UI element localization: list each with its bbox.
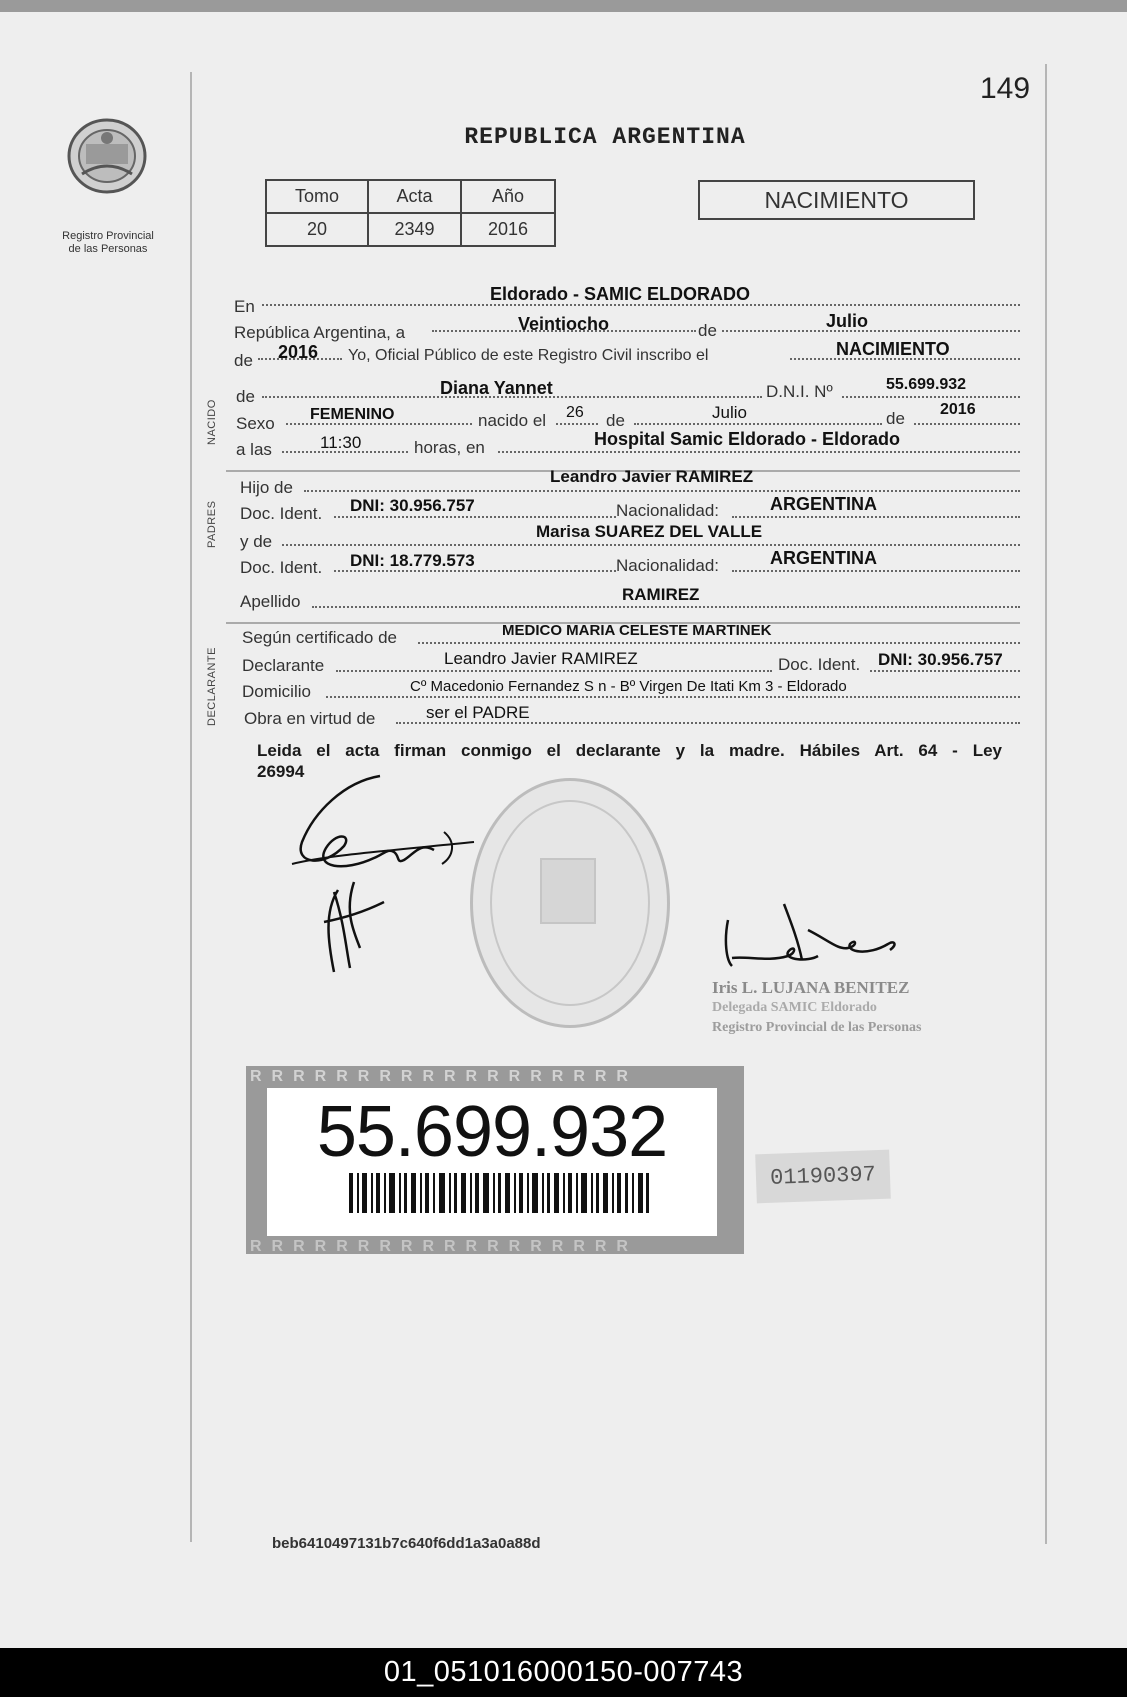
official-stamp-role: Delegada SAMIC Eldorado [712, 1000, 877, 1015]
father-dotted-line [304, 490, 1020, 492]
document-hash: beb6410497131b7c640f6dd1a3a0a88d [272, 1535, 541, 1552]
acta-header: Acta [368, 180, 461, 213]
republica-label: República Argentina, a [234, 323, 406, 342]
birth-month-value: Julio [712, 403, 747, 422]
official-signature [718, 900, 908, 980]
scan-top-edge [0, 0, 1127, 12]
hijo-label: Hijo de [240, 478, 293, 497]
father-nationality-value: ARGENTINA [770, 494, 877, 514]
left-margin-rule [190, 72, 192, 1542]
doc2-label: Doc. Ident. [240, 558, 323, 577]
logo-caption [46, 230, 170, 256]
logo-caption-line2: de las Personas [68, 243, 148, 255]
name-value: Diana Yannet [440, 378, 553, 398]
province-crest-logo [62, 118, 152, 194]
closing-note-line2: 26994 [257, 762, 305, 781]
frame-pattern-bottom: RRRRRRRRRRRRRRRRRR [250, 1238, 638, 1254]
domicilio-dotted-line [326, 696, 1020, 698]
record-type-box: NACIMIENTO [698, 180, 975, 220]
birth-year-dotted-line [914, 423, 1020, 425]
reference-table-value-row [266, 213, 555, 246]
header-title: REPUBLICA ARGENTINA [464, 124, 746, 150]
birth-time-value: 11:30 [320, 433, 362, 452]
seal-emblem [540, 858, 596, 924]
birth-year-value: 2016 [940, 401, 976, 418]
mother-dotted-line [282, 544, 1020, 546]
day-words-value: Veintiocho [518, 314, 610, 334]
official-stamp-registry: Registro Provincial de las Personas [712, 1020, 922, 1035]
father-name-value: Leandro Javier RAMIREZ [550, 467, 754, 486]
right-margin-rule [1045, 64, 1047, 1544]
page-number: 149 [980, 72, 1031, 105]
father-nationality-dotted-line [732, 516, 1020, 518]
obra-label: Obra en virtud de [244, 709, 376, 728]
barcode-bars [349, 1173, 649, 1213]
declarante-value: Leandro Javier RAMIREZ [444, 649, 638, 668]
decl-doc-value: DNI: 30.956.757 [878, 650, 1003, 669]
alas-label: a las [236, 440, 272, 459]
en-label: En [234, 297, 255, 316]
reference-table-header-row [266, 180, 555, 213]
control-ticket: 01190397 [755, 1150, 891, 1204]
obra-value: ser el PADRE [426, 703, 530, 722]
anio-value: 2016 [461, 213, 555, 246]
birth-day-value: 26 [566, 404, 584, 421]
domicilio-label: Domicilio [242, 682, 311, 701]
declarante-label: Declarante [242, 656, 325, 675]
birth-place-value: Hospital Samic Eldorado - Eldorado [594, 429, 901, 449]
tomo-header: Tomo [266, 180, 368, 213]
certificado-label: Según certificado de [242, 628, 397, 647]
declarante-dotted-line [336, 670, 772, 672]
dni-dotted-line [842, 396, 1020, 398]
anio-header: Año [461, 180, 555, 213]
domicilio-value: Cº Macedonio Fernandez S n - Bº Virgen De Itati Km 3 - Eldorado [410, 678, 847, 695]
father-doc-value: DNI: 30.956.757 [350, 496, 475, 515]
oficial-text: Yo, Oficial Público de este Registro Civil inscribo el [348, 347, 709, 364]
inscription-type-value: NACIMIENTO [836, 339, 950, 359]
en-value: Eldorado - SAMIC ELDORADO [490, 284, 750, 304]
place-dotted-line [498, 451, 1020, 453]
name-label: de [236, 387, 255, 406]
reference-table [265, 179, 556, 247]
declarant-signature [284, 772, 484, 978]
frame-pattern-top: RRRRRRRRRRRRRRRRRR [250, 1068, 638, 1085]
month-value: Julio [826, 311, 869, 331]
mother-doc-value: DNI: 18.779.573 [350, 551, 475, 570]
certificado-value: MEDICO MARIA CELESTE MARTINEK [502, 622, 772, 639]
birth-de1-label: de [606, 411, 625, 430]
declarante-side-label: DECLARANTE [206, 647, 218, 726]
apellido-label: Apellido [240, 592, 301, 611]
logo-caption-line1: Registro Provincial [62, 230, 154, 242]
barcode-number: 55.699.932 [316, 1092, 668, 1172]
year-value: 2016 [278, 342, 319, 362]
birth-day-dotted-line [556, 423, 598, 425]
y-de-label: y de [240, 532, 273, 551]
mother-nationality-value: ARGENTINA [770, 548, 877, 568]
birth-month-dotted-line [634, 423, 882, 425]
decl-doc-label: Doc. Ident. [778, 655, 861, 674]
year-prefix-label: de [234, 351, 253, 370]
month-dotted-line [722, 330, 1020, 332]
sexo-label: Sexo [236, 414, 275, 433]
official-stamp-text [712, 978, 921, 1038]
horas-label: horas, en [414, 438, 485, 457]
doc1-label: Doc. Ident. [240, 504, 323, 523]
decl-doc-dotted-line [870, 670, 1020, 672]
acta-value: 2349 [368, 213, 461, 246]
official-stamp-name: Iris L. LUJANA BENITEZ [712, 978, 910, 997]
certificado-dotted-line [418, 642, 1020, 644]
apellido-value: RAMIREZ [622, 585, 700, 604]
apellido-dotted-line [312, 606, 1020, 608]
nac2-label: Nacionalidad: [616, 556, 720, 575]
footer-file-id: 01_051016000150-007743 [0, 1648, 1127, 1697]
mother-name-value: Marisa SUAREZ DEL VALLE [536, 522, 763, 541]
dni-value: 55.699.932 [886, 376, 967, 393]
padres-side-label: PADRES [206, 500, 218, 548]
nacido-side-label: NACIDO [206, 399, 218, 445]
nac1-label: Nacionalidad: [616, 501, 720, 520]
mother-nationality-dotted-line [732, 570, 1020, 572]
closing-note-line1: Leida el acta firman conmigo el declarante y la madre. Hábiles Art. 64 - Ley [257, 741, 1002, 760]
de-label: de [698, 321, 717, 340]
birth-de2-label: de [886, 409, 905, 428]
sexo-value: FEMENINO [310, 406, 395, 423]
tomo-value: 20 [266, 213, 368, 246]
dni-label: D.N.I. Nº [766, 382, 833, 401]
father-doc-dotted-line [334, 516, 616, 518]
nacido-label: nacido el [478, 411, 547, 430]
